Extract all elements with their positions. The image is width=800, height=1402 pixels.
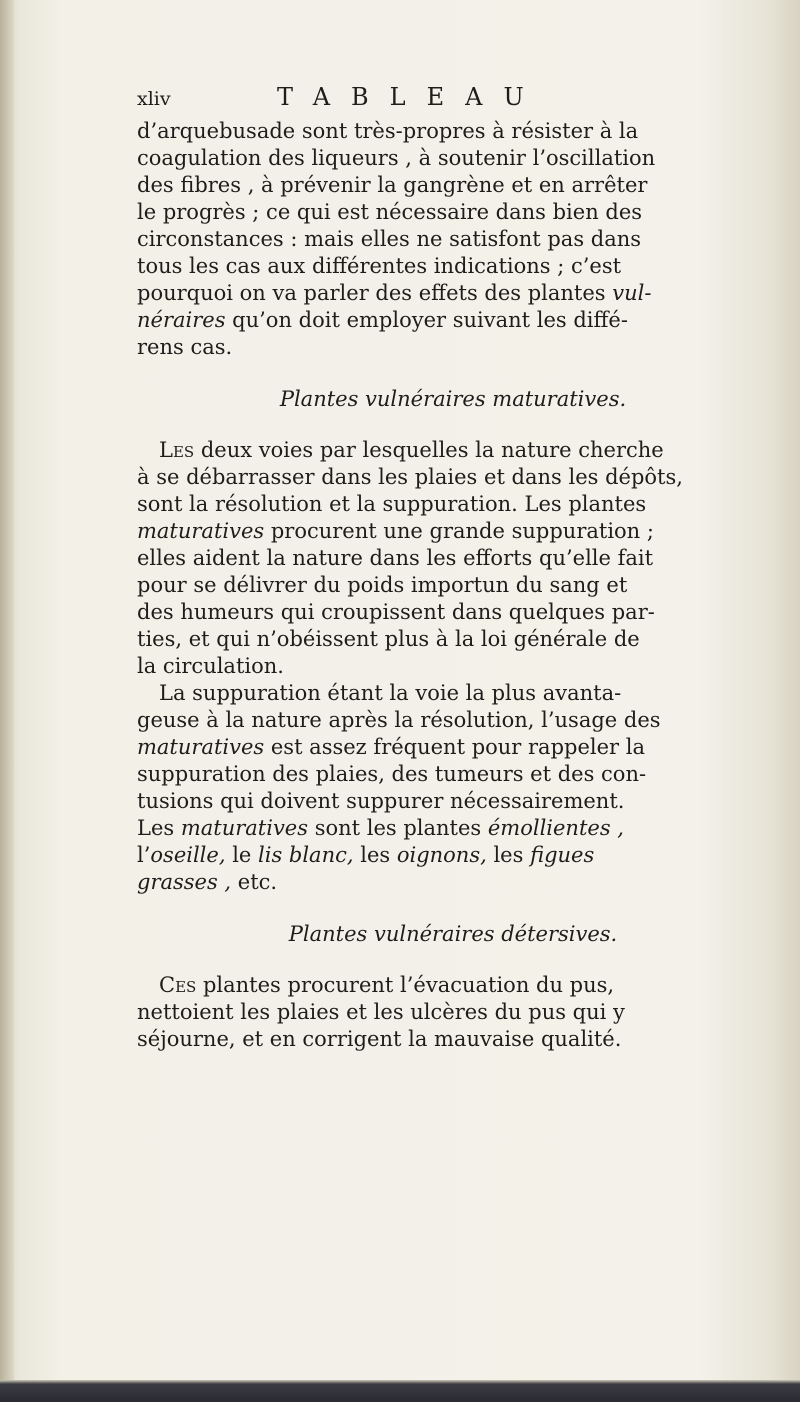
paragraph-2: Les deux voies par lesquelles la nature cherche à se débarrasser dans les plaies et dans les dépôts, sont la résolution et la suppuration. Les plantes maturatives procurent une grande suppuration ; elles aident la nature dans les efforts qu’elle fait pour se délivrer du poids importun du sang et des humeurs qui croupissent dans quelques par- ties, et qui n’obéissent plus à la loi générale de la circulation.	[137, 438, 683, 678]
paragraph-4: Ces plantes procurent l’évacuation du pus, nettoient les plaies et les ulcères du pus qui y séjourne, et en corrigent la mauvaise qualité.	[137, 973, 625, 1051]
page-number: xliv	[137, 88, 171, 110]
section-title-maturatives: Plantes vulnéraires maturatives.	[279, 387, 627, 411]
page-text	[137, 84, 769, 1053]
running-title: TABLEAU	[277, 83, 545, 111]
paragraph-1: d’arquebusade sont très-propres à résister à la coagulation des liqueurs , à soutenir l’oscillation des fibres , à prévenir la gangrène et en arrêter le progrès ; ce qui est nécessaire dans bien des circonstances : mais elles ne satisfont pas dans tous les cas aux différentes indications ; c’est pourquoi on va parler des effets des plantes vul- néraires qu’on doit employer suivant les diffé- rens cas.	[137, 119, 656, 359]
paragraph-3: La suppuration étant la voie la plus avanta- geuse à la nature après la résolution, l’usage des maturatives est assez fréquent pour rappeler la suppuration des plaies, des tumeurs et des con- tusions qui doivent suppurer nécessairement. Les maturatives sont les plantes émollientes , l’oseille, le lis blanc, les oignons, les figues grasses , etc.	[137, 681, 661, 894]
scan-bottom-edge	[0, 1380, 800, 1402]
binding-gutter	[0, 0, 14, 1402]
page-header	[137, 84, 769, 114]
section-title-detersives: Plantes vulnéraires détersives.	[288, 922, 618, 946]
